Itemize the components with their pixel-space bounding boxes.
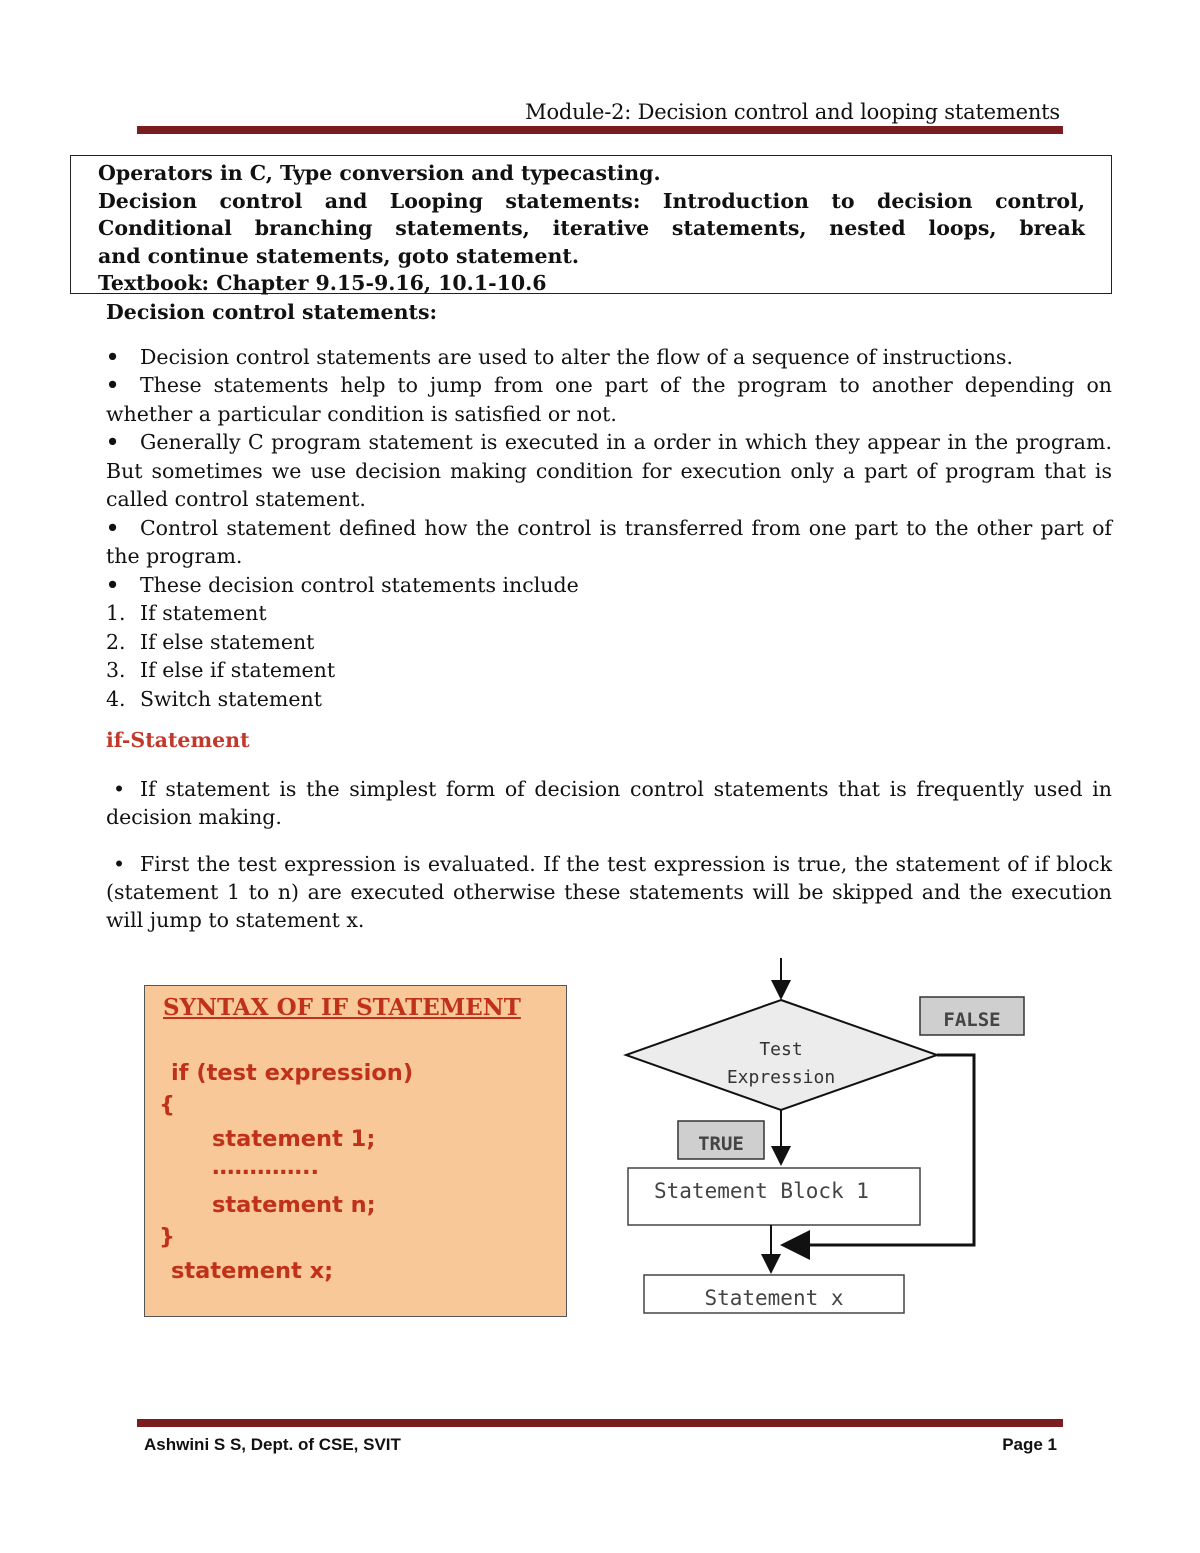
bullet-item: • These decision control statements include [106, 571, 1112, 600]
syllabus-line: Operators in C, Type conversion and typecasting. [98, 161, 661, 185]
if-point: • First the test expression is evaluated. If the test expression is true, the statement of if block (statement 1 to n) are executed otherwise these statements will be skipped and the execution will jump to statement x. [106, 852, 1112, 932]
bullet-icon: • [106, 430, 120, 454]
bullet-icon: • [106, 515, 120, 540]
page-number: Page 1 [1002, 1435, 1057, 1454]
statement-block-1-text: Statement Block 1 [654, 1179, 869, 1203]
decision-text: Expression [726, 1067, 836, 1088]
bullet-icon: • [106, 373, 120, 397]
bullet-item: • Generally C program statement is executed in a order in which they appear in the program. But sometimes we use decision making condition for execution only a part of program that is called control statement. [106, 430, 1112, 511]
syntax-line: { [159, 1092, 176, 1118]
header-rule [137, 126, 1063, 134]
numbered-item: 4. Switch statement [106, 686, 322, 711]
syntax-line: statement x; [171, 1258, 334, 1284]
false-label: FALSE [943, 1009, 1001, 1031]
footer-author: Ashwini S S, Dept. of CSE, SVIT [144, 1435, 401, 1454]
bullet-item: • Control statement defined how the control is transferred from one part to the other part of the program. [106, 515, 1112, 568]
bullet-icon: • [106, 344, 120, 369]
syntax-line: if (test expression) [171, 1060, 414, 1086]
numbered-item: 3. If else if statement [106, 658, 336, 682]
syntax-line: } [159, 1224, 176, 1250]
syllabus-line: Conditional branching statements, iterative statements, nested loops, break [98, 216, 1085, 240]
syntax-line: statement 1; [212, 1126, 376, 1152]
numbered-item: 1. If statement [106, 601, 267, 625]
bullet-item: • Decision control statements are used to alter the flow of a sequence of instructions. [106, 343, 1112, 372]
true-label: TRUE [698, 1133, 744, 1155]
syllabus-line: Textbook: Chapter 9.15-9.16, 10.1-10.6 [98, 271, 547, 295]
syntax-line: statement n; [212, 1192, 376, 1218]
syntax-title: SYNTAX OF IF STATEMENT [163, 994, 521, 1021]
footer-rule [137, 1419, 1063, 1427]
bullet-icon: • [113, 852, 126, 876]
if-flowchart [600, 950, 1060, 1330]
page-header-title: Module-2: Decision control and looping statements [525, 100, 1060, 124]
if-point: • If statement is the simplest form of decision control statements that is frequently used in decision making. [106, 777, 1112, 829]
decision-text: Test [759, 1039, 803, 1060]
if-statement-section [106, 775, 1112, 953]
statement-x-text: Statement x [704, 1286, 844, 1310]
section-heading: Decision control statements: [106, 300, 438, 324]
decision-control-section [106, 298, 1112, 713]
bullet-icon: • [106, 572, 120, 597]
syllabus-line: and continue statements, goto statement. [98, 243, 580, 268]
if-statement-heading: if-Statement [106, 728, 250, 752]
syllabus-box [70, 155, 1112, 294]
bullet-icon: • [113, 777, 126, 801]
syntax-line: ………….. [212, 1154, 320, 1180]
syntax-box [144, 985, 567, 1317]
syllabus-line: Decision control and Looping statements: Introduction to decision control, [98, 188, 1085, 213]
bullet-item: • These statements help to jump from one part of the program to another depending on whether a particular condition is satisfied or not. [106, 373, 1112, 426]
numbered-item: 2. If else statement [106, 629, 315, 654]
